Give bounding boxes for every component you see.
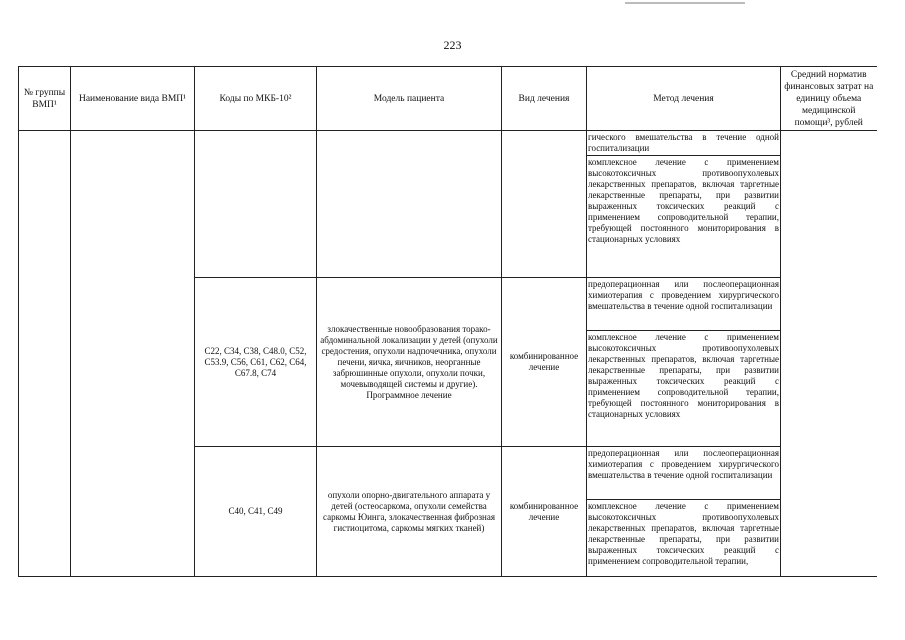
scan-artifact (625, 2, 745, 4)
cell-method: комплексное лечение с применением высокотоксичных противоопухолевых лекарственных препаратов, включая таргетные лекарственные препараты, при развитии выраженных токсических реакций с применением сопроводительной терапии, требующей постоянного мониторирования в стационарных условиях (587, 156, 781, 278)
cell-codes (195, 131, 317, 278)
header-codes: Коды по МКБ-10² (195, 67, 317, 131)
cell-method: предоперационная или послеоперационная химиотерапия с проведением хирургического вмешательства в течение одной госпитализации (587, 447, 781, 500)
page-number: 223 (443, 38, 462, 52)
cell-group (19, 131, 71, 577)
header-treatment-type: Вид лечения (502, 67, 587, 131)
header-model: Модель пациента (317, 67, 502, 131)
cell-treatment-type: комбинированное лечение (502, 447, 587, 577)
cell-method: предоперационная или послеоперационная химиотерапия с проведением хирургического вмешательства в течение одной госпитализации (587, 278, 781, 331)
cell-model (317, 131, 502, 278)
cell-treatment-type (502, 131, 587, 278)
cell-method: комплексное лечение с применением высокотоксичных противоопухолевых лекарственных препаратов, включая таргетные лекарственные препараты, при развитии выраженных токсических реакций с применением сопроводительной терапии, (587, 500, 781, 577)
cell-cost (781, 131, 877, 577)
cell-model: опухоли опорно-двигательного аппарата у детей (остеосаркома, опухоли семейства саркомы Юинга, злокачественная фиброзная гистиоцитома, саркомы мягких тканей) (317, 447, 502, 577)
cell-name (71, 131, 195, 577)
cell-method: комплексное лечение с применением высокотоксичных противоопухолевых лекарственных препаратов, включая таргетные лекарственные препараты, при развитии выраженных токсических реакций с применением сопроводительной терапии, требующей постоянного мониторирования в стационарных условиях (587, 331, 781, 447)
vmp-table (18, 66, 877, 577)
cell-method: гического вмешательства в течение одной госпитализации (587, 131, 781, 156)
cell-model: злокачественные новообразования торако-абдоминальной локализации у детей (опухоли средостения, опухоли надпочечника, опухоли печени, яичка, яичников, неорганные забрюшинные опухоли, опухоли почки, мочевыводящей системы и другие). Программное лечение (317, 278, 502, 447)
cell-codes: C40, C41, C49 (195, 447, 317, 577)
table-row (19, 131, 877, 156)
table-header-row (19, 67, 877, 131)
header-method: Метод лечения (587, 67, 781, 131)
header-name: Наименование вида ВМП¹ (71, 67, 195, 131)
header-cost: Средний норматив финансовых затрат на единицу объема медицинской помощи³, рублей (781, 67, 877, 131)
cell-codes: C22, C34, C38, C48.0, C52, C53.9, C56, C61, C62, C64, C67.8, C74 (195, 278, 317, 447)
header-group: № группы ВМП¹ (19, 67, 71, 131)
cell-treatment-type: комбинированное лечение (502, 278, 587, 447)
